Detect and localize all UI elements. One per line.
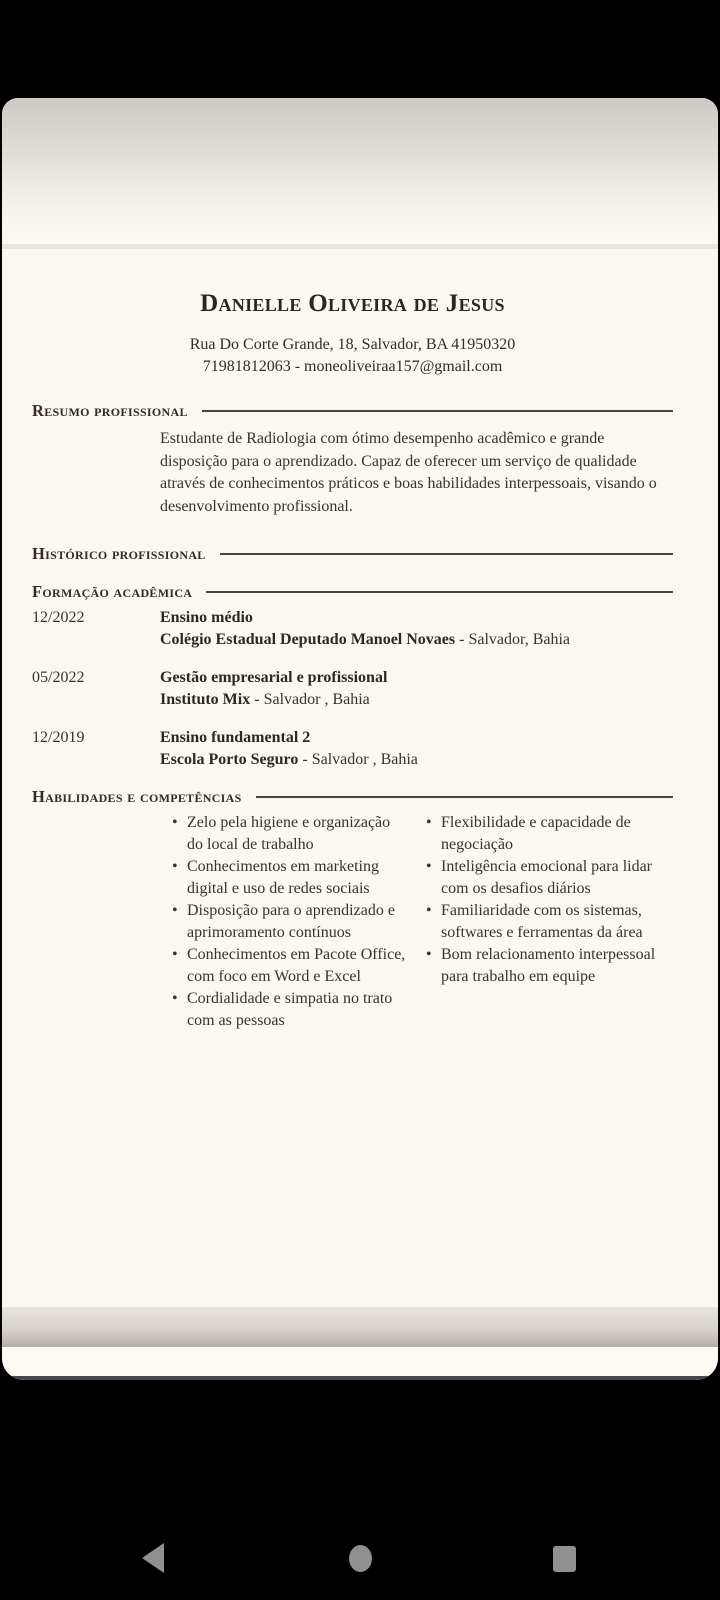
section-rule [256, 796, 673, 798]
section-rule [220, 553, 673, 555]
education-details [160, 607, 570, 651]
section-title-resumo: Resumo profissional [32, 401, 188, 420]
section-title-habilidades: Habilidades e competências [32, 787, 242, 806]
resume-phone-email-line: 71981812063 - moneoliveiraa157@gmail.com [202, 358, 503, 375]
skill-item: • Inteligência emocional para lidar com os desafios diários [424, 856, 662, 900]
education-degree: Ensino médio [160, 609, 253, 626]
education-date: 05/2022 [32, 669, 85, 686]
skills-columns [170, 812, 673, 1032]
skills-left-column [170, 812, 408, 1032]
back-button-icon[interactable] [142, 1543, 164, 1573]
page-gap-shadow [2, 1307, 718, 1347]
education-institution: Colégio Estadual Deputado Manoel Novaes [160, 631, 456, 648]
skill-item: • Bom relacionamento interpessoal para trabalho em equipe [424, 944, 662, 988]
section-header-formacao [32, 582, 673, 601]
education-institution-line [160, 629, 570, 651]
education-institution: Escola Porto Seguro [160, 751, 299, 768]
education-details [160, 727, 418, 771]
education-location: - Salvador , Bahia [250, 691, 370, 708]
document-viewer-card[interactable] [2, 98, 718, 1380]
skill-item: • Cordialidade e simpatia no trato com as pessoas [170, 988, 408, 1032]
education-entry [32, 727, 673, 771]
resume-name: Danielle Oliveira de Jesus [200, 290, 505, 317]
next-page-top-edge [2, 1347, 718, 1376]
education-location: - Salvador, Bahia [455, 631, 571, 648]
recents-button-icon[interactable] [553, 1546, 576, 1572]
education-institution-line [160, 749, 418, 771]
skill-item: • Flexibilidade e capacidade de negociação [424, 812, 662, 856]
skills-right-column [424, 812, 662, 1032]
education-institution-line [160, 689, 387, 711]
section-header-historico [32, 544, 673, 563]
education-date: 12/2019 [32, 729, 85, 746]
education-degree: Ensino fundamental 2 [160, 729, 311, 746]
education-entry [32, 607, 673, 651]
skill-item: • Conhecimentos em marketing digital e uso de redes sociais [170, 856, 408, 900]
education-degree: Gestão empresarial e profissional [160, 669, 388, 686]
resume-contact-block [32, 334, 673, 378]
skill-item: • Familiaridade com os sistemas, softwares e ferramentas da área [424, 900, 662, 944]
toolbar-shadow-gradient [2, 98, 718, 249]
status-bar [0, 0, 720, 98]
section-rule [206, 591, 673, 593]
skill-item: • Disposição para o aprendizado e aprimoramento contínuos [170, 900, 408, 944]
section-header-habilidades [32, 787, 673, 806]
home-button-icon[interactable] [349, 1545, 372, 1572]
skill-item: • Zelo pela higiene e organização do local de trabalho [170, 812, 408, 856]
resume-address-line: Rua Do Corte Grande, 18, Salvador, BA 41950320 [189, 336, 516, 353]
skill-item: • Conhecimentos em Pacote Office, com foco em Word e Excel [170, 944, 408, 988]
education-entry [32, 667, 673, 711]
resume-page [2, 249, 718, 1307]
section-title-historico: Histórico profissional [32, 544, 206, 563]
education-entries [32, 607, 673, 771]
section-rule [202, 410, 673, 412]
education-details [160, 667, 387, 711]
resumo-paragraph: Estudante de Radiologia com ótimo desempenho acadêmico e grande disposição para o aprendizado. Capaz de oferecer um serviço de qualidade através de conhecimentos práticos e boas habilidades interpessoais, visando o desenvolvimento profissional. [160, 430, 657, 515]
education-institution: Instituto Mix [160, 691, 251, 708]
section-title-formacao: Formação acadêmica [32, 582, 193, 601]
education-date: 12/2022 [32, 609, 85, 626]
education-location: - Salvador , Bahia [298, 751, 418, 768]
section-header-resumo [32, 401, 673, 420]
